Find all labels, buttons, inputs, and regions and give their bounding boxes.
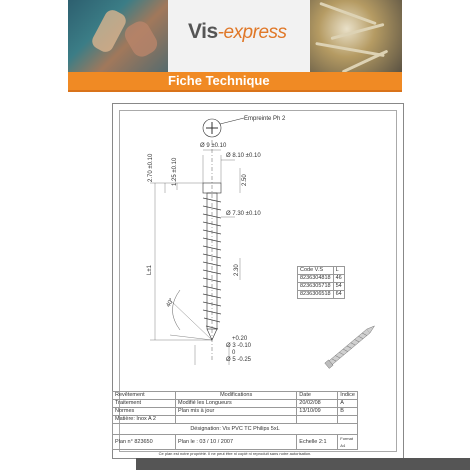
code-header-code: Code V.S: [298, 267, 334, 275]
screw-illustration: [325, 323, 377, 368]
ownership-note: Ce plan est notre propriété. Il ne peut être ni copié ni reproduit sans notre autorisation.: [158, 451, 312, 456]
code-table: [297, 266, 345, 299]
tb-col-date: Date: [297, 392, 338, 400]
dim-length: L±1: [147, 265, 153, 275]
dim-tip-diameter-5: Ø 5 -0.25: [226, 357, 252, 363]
dim-pitch: 2.30: [234, 264, 240, 276]
dim-tip-zero: 0: [232, 350, 236, 356]
tb-col-mod: Modifications: [176, 392, 297, 400]
brand-sub: -express: [217, 22, 287, 43]
table-row: 8236306518 64: [298, 291, 345, 299]
tb-col-rev: Revêtement: [113, 392, 176, 400]
head-note: Empreinte Ph 2: [244, 116, 286, 122]
table-row: Normes Plan mis à jour 13/10/09 B: [113, 408, 358, 416]
dim-tip-diameter: Ø 3 -0.10: [226, 343, 252, 349]
plan-date: Plan le : 03 / 10 / 2007: [176, 435, 297, 450]
section-title: Fiche Technique: [168, 73, 270, 88]
scale: Echelle 2:1: [297, 435, 338, 450]
dim-tip-tol: +0.20: [232, 336, 248, 342]
table-row: 8236304818 46: [298, 275, 345, 283]
plan-number: Plan n° 823650: [113, 435, 176, 450]
dim-head-diameter: Ø 9 ±0.10: [200, 143, 227, 149]
code-header-l: L: [333, 267, 344, 275]
table-row: Matière: Inox A 2: [113, 416, 358, 424]
table-row: Traitement Modifié les Longueurs 20/02/08 A: [113, 400, 358, 408]
dim-angle: 40°: [165, 297, 176, 309]
designation: Désignation: Vis PVC TC Philips 5xL: [113, 424, 358, 435]
table-row: 8236305718 54: [298, 283, 345, 291]
dim-under-head-diameter: Ø 8.10 ±0.10: [226, 153, 261, 159]
format: Format A4: [338, 435, 358, 450]
tb-col-ind: Indice: [338, 392, 358, 400]
brand-main: Vis: [188, 20, 218, 43]
dim-250: 2.50: [242, 174, 248, 186]
dim-125: 1.25 ±0.10: [172, 157, 178, 186]
dim-270: 2.70 ±0.10: [148, 153, 154, 182]
dim-thread-diameter: Ø 7.30 ±0.10: [226, 211, 261, 217]
title-block: [112, 391, 358, 457]
